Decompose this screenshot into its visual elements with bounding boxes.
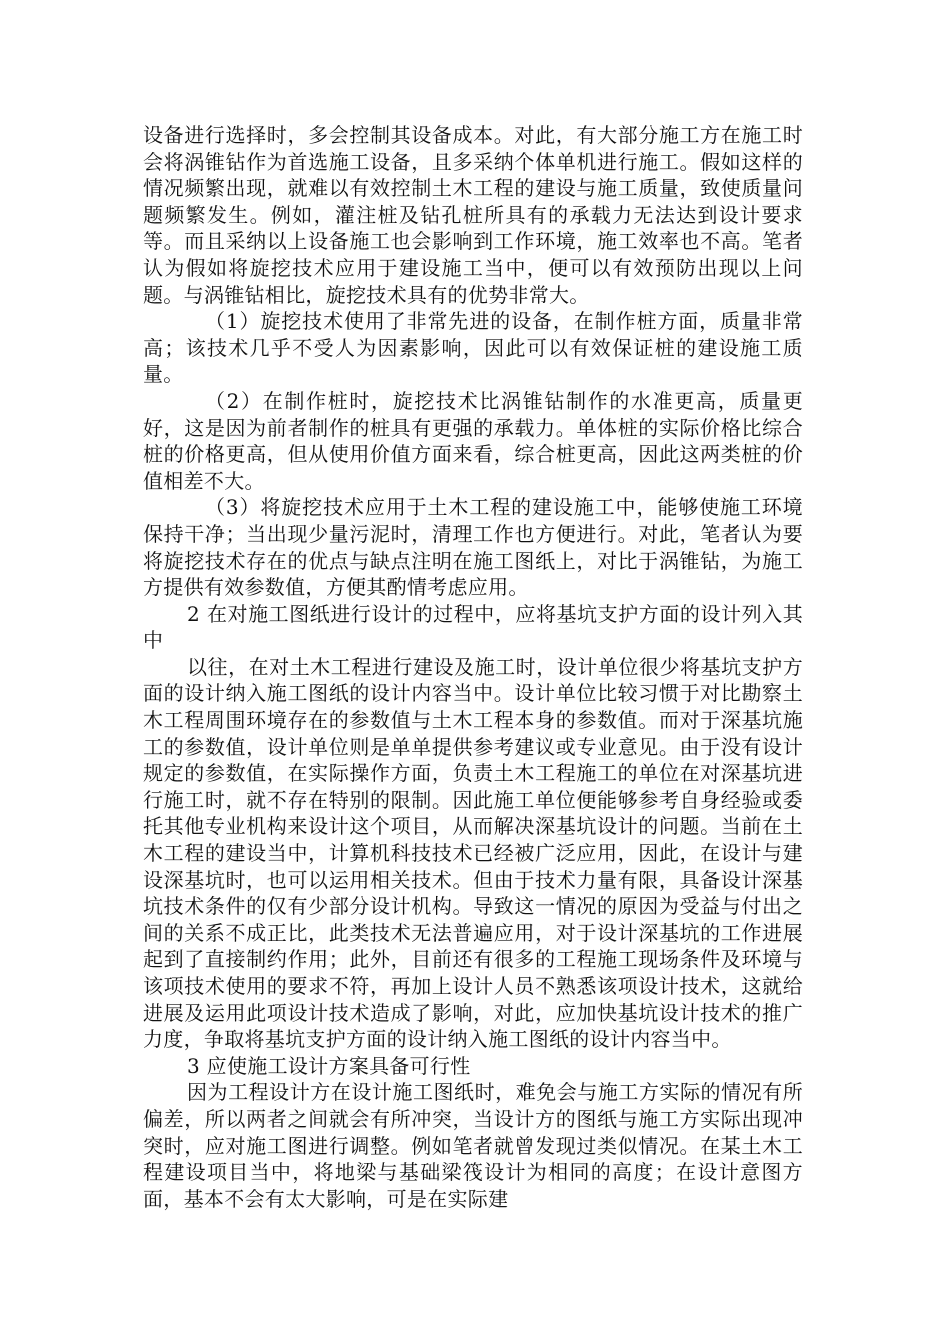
- paragraph-section-3: 因为工程设计方在设计施工图纸时，难免会与施工方实际的情况有所偏差，所以两者之间就会有所冲突，当设计方的图纸与施工方实际出现冲突时，应对施工图进行调整。例如笔者就曾发现过类似情况。在某土木工程建设项目当中，将地梁与基础梁筏设计为相同的高度；在设计意图方面，基本不会有太大影响，可是在实际建: [143, 1080, 803, 1211]
- paragraph-intro: 设备进行选择时，多会控制其设备成本。对此，有大部分施工方在施工时会将涡锥钻作为首选施工设备，且多采纳个体单机进行施工。假如这样的情况频繁出现，就难以有效控制土木工程的建设与施工质量，致使质量问题频繁发生。例如，灌注桩及钻孔桩所具有的承载力无法达到设计要求等。而且采纳以上设备施工也会影响到工作环境，施工效率也不高。笔者认为假如将旋挖技术应用于建设施工当中，便可以有效预防出现以上问题。与涡锥钻相比，旋挖技术具有的优势非常大。: [143, 123, 803, 307]
- paragraph-section-2: 以往，在对土木工程进行建设及施工时，设计单位很少将基坑支护方面的设计纳入施工图纸的设计内容当中。设计单位比较习惯于对比勘察土木工程周围环境存在的参数值与土木工程本身的参数值。而对于深基坑施工的参数值，设计单位则是单单提供参考建议或专业意见。由于没有设计规定的参数值，在实际操作方面，负责土木工程施工的单位在对深基坑进行施工时，就不存在特别的限制。因此施工单位便能够参考自身经验或委托其他专业机构来设计这个项目，从而解决深基坑设计的问题。当前在土木工程的建设当中，计算机科技技术已经被广泛应用，因此，在设计与建设深基坑时，也可以运用相关技术。但由于技术力量有限，具备设计深基坑技术条件的仅有少部分设计机构。导致这一情况的原因为受益与付出之间的关系不成正比，此类技术无法普遍应用，对于设计深基坑的工作进展起到了直接制约作用；此外，目前还有很多的工程施工现场条件及环境与该项技术使用的要求不符，再加上设计人员不熟悉该项设计技术，这就给进展及运用此项设计技术造成了影响，对此，应加快基坑设计技术的推广力度，争取将基坑支护方面的设计纳入施工图纸的设计内容当中。: [143, 654, 803, 1052]
- section-heading-2: 2 在对施工图纸进行设计的过程中，应将基坑支护方面的设计列入其中: [143, 601, 803, 653]
- paragraph-point-1: （1）旋挖技术使用了非常先进的设备，在制作桩方面，质量非常高；该技术几乎不受人为因素影响，因此可以有效保证桩的建设施工质量。: [143, 309, 803, 387]
- document-body: [143, 122, 803, 1212]
- paragraph-point-2: （2）在制作桩时，旋挖技术比涡锥钻制作的水准更高，质量更好，这是因为前者制作的桩具有更强的承载力。单体桩的实际价格比综合桩的价格更高，但从使用价值方面来看，综合桩更高，因此这两类桩的价值相差不大。: [143, 388, 803, 493]
- paragraph-point-3: （3）将旋挖技术应用于土木工程的建设施工中，能够使施工环境保持干净；当出现少量污泥时，清理工作也方便进行。对此，笔者认为要将旋挖技术存在的优点与缺点注明在施工图纸上，对比于涡锥钻，为施工方提供有效参数值，方便其酌情考虑应用。: [143, 495, 803, 600]
- section-heading-3: 3 应使施工设计方案具备可行性: [187, 1053, 471, 1078]
